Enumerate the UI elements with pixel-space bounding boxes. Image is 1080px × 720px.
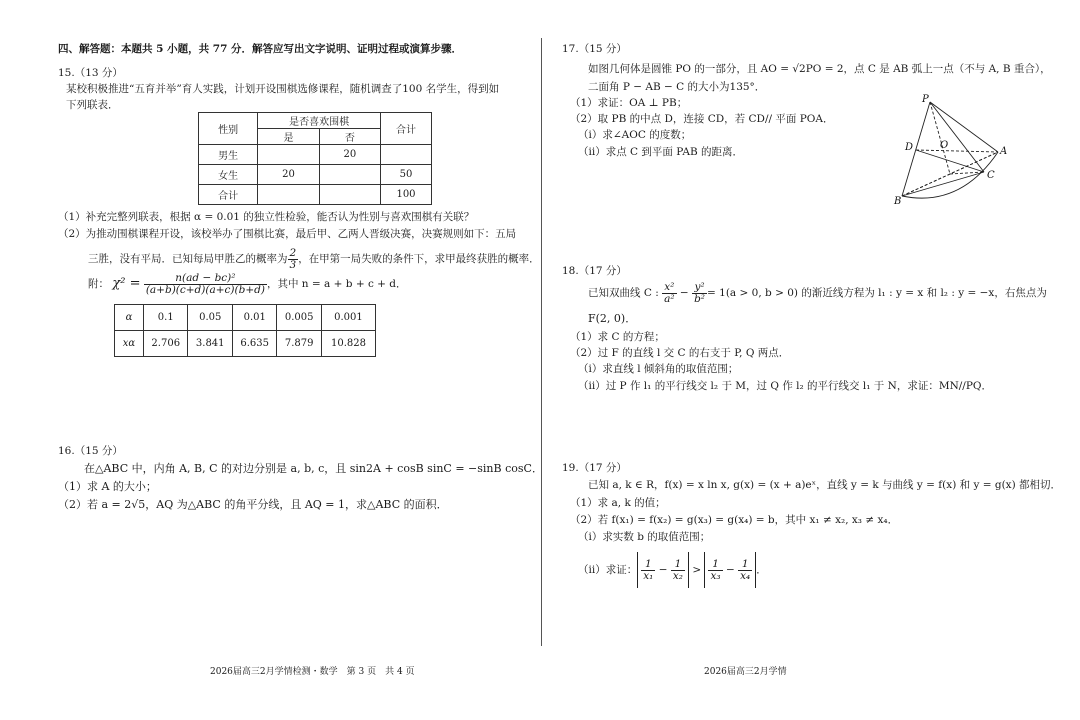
q15-part2-a: （2）为推动围棋课程开设，该校举办了围棋比赛，最后甲、乙两人晋级决赛，决赛规则如下：五局 <box>58 228 517 240</box>
y2-fraction <box>692 282 707 305</box>
crit-alpha-label: α <box>115 305 144 331</box>
edge-DA <box>916 150 998 152</box>
frac-1-x2 <box>671 559 685 582</box>
q17-stem-1: 如图几何体是圆锥 PO 的一部分，且 AO = √2PO = 2，点 C 是 AB 弧上一点（不与 A, B 重合）， <box>588 63 1051 75</box>
contingency-table <box>198 112 432 205</box>
cell-female-total: 50 <box>381 165 432 185</box>
edge-BO <box>902 152 998 196</box>
q19-part2-ii-label: （ii）求证： <box>578 564 638 576</box>
frac-1-x3 <box>708 559 722 582</box>
abs-left: $\frac{1}{\text{x₁}}$ − $\frac{1}{\text{x₂}}$ <box>637 552 689 588</box>
one-b: 1 <box>671 559 685 571</box>
crit-x-label: xα <box>115 331 144 357</box>
q15-part2-b2: ，在甲第一局失败的条件下，求甲最终获胜的概率． <box>298 253 540 265</box>
q19-stem: 已知 a, k ∈ R，f(x) = x ln x, g(x) = (x + a)eˣ，直线 y = k 与曲线 y = f(x) 和 y = g(x) 都相切． <box>588 479 1062 491</box>
q18-stem-c: F(2, 0)． <box>588 312 637 325</box>
row-male: 男生 <box>199 145 258 165</box>
crit-x-4: 10.828 <box>321 331 375 357</box>
q19-part2: （2）若 f(x₁) = f(x₂) = g(x₃) = g(x₄) = b，其中 x₁ ≠ x₂, x₃ ≠ x₄． <box>570 514 899 526</box>
th-gender: 性别 <box>199 113 258 145</box>
abs-right: $\frac{1}{\text{x₃}}$ − $\frac{1}{\text{x₄}}$ <box>704 552 756 588</box>
q18-part2-i: （i）求直线 l 倾斜角的取值范围； <box>578 363 739 375</box>
q16-title: 16.（15 分） <box>58 445 123 457</box>
q19-end-dot: ． <box>756 564 767 576</box>
crit-alpha-1: 0.05 <box>188 305 232 331</box>
a2-den: a² <box>664 292 675 305</box>
q17-part2: （2）取 PB 的中点 D，连接 CD，若 CD// 平面 POA． <box>570 113 834 125</box>
x2-den: x₂ <box>672 569 683 582</box>
crit-alpha-2: 0.01 <box>232 305 276 331</box>
row-sum: 合计 <box>199 185 258 205</box>
footer-fade <box>800 660 860 676</box>
q19-part2-ii <box>578 552 767 588</box>
label-D: D <box>905 142 914 153</box>
q18-title: 18.（17 分） <box>562 265 627 277</box>
cell-male-yes <box>258 145 319 165</box>
attach-label: 附： <box>88 278 109 290</box>
q15-part2-b1: 三胜，没有平局．已知每局甲胜乙的概率为 <box>88 253 288 265</box>
q15-part2-b <box>88 246 540 272</box>
q15-title: 15.（13 分） <box>58 67 123 79</box>
cell-sum-no <box>319 185 380 205</box>
q15-part1: （1）补充完整列联表，根据 α = 0.01 的独立性检验，能否认为性别与喜欢围棋有关联？ <box>58 211 475 223</box>
q19-title: 19.（17 分） <box>562 462 627 474</box>
footer-right: 2026届高三2月学情 <box>704 667 787 677</box>
q18-part2-ii: （ii）过 P 作 l₁ 的平行线交 l₂ 于 M，过 Q 作 l₂ 的平行线交 l₁ 于 N，求证：MN//PQ． <box>578 380 993 392</box>
q18-stem <box>588 278 1047 308</box>
cell-male-no: 20 <box>319 145 380 165</box>
cell-female-no <box>319 165 380 185</box>
crit-alpha-0: 0.1 <box>144 305 188 331</box>
section-heading: 四、解答题：本题共 5 小题，共 77 分．解答应写出文字说明、证明过程或演算步骤． <box>58 43 463 55</box>
cell-male-total <box>381 145 432 165</box>
cell-sum-total: 100 <box>381 185 432 205</box>
critical-value-table <box>114 304 376 357</box>
prob-fraction <box>288 248 299 271</box>
chi-tail: ，其中 n = a + b + c + d． <box>266 278 407 290</box>
gt-sign: > <box>692 564 702 576</box>
frac-1-x4 <box>738 559 752 582</box>
y2-num: y² <box>692 282 707 294</box>
crit-x-3: 7.879 <box>277 331 321 357</box>
label-B: B <box>894 196 902 207</box>
crit-x-1: 3.841 <box>188 331 232 357</box>
th-yes: 是 <box>258 129 319 145</box>
one-a: 1 <box>641 559 655 571</box>
q19-part2-i: （i）求实数 b 的取值范围； <box>578 531 711 543</box>
q17-part1: （1）求证：OA ⊥ PB； <box>570 97 688 109</box>
chi-fraction <box>144 273 267 296</box>
q15-intro-2: 下列联表． <box>66 99 119 111</box>
prob-num: 2 <box>289 246 297 259</box>
chi-formula <box>88 270 407 298</box>
th-like: 是否喜欢围棋 <box>258 113 381 129</box>
edge-PO <box>930 102 950 174</box>
base-arc <box>902 152 998 198</box>
crit-alpha-4: 0.001 <box>321 305 375 331</box>
q17-title: 17.（15 分） <box>562 43 627 55</box>
q18-part1: （1）求 C 的方程； <box>570 331 665 343</box>
cell-female-yes: 20 <box>258 165 319 185</box>
label-P: P <box>922 94 929 105</box>
q15-intro-1: 某校积极推进“五育并举”育人实践，计划开设围棋选修课程，随机调查了100 名学生，得到如 <box>66 83 500 95</box>
crit-alpha-3: 0.005 <box>277 305 321 331</box>
q18-stem-a: 已知双曲线 C : <box>588 287 659 299</box>
q16-stem: 在△ABC 中，内角 A, B, C 的对边分别是 a, b, c，且 sin2A + cosB sinC = −sinB cosC． <box>84 462 543 475</box>
q16-part1: （1）求 A 的大小； <box>58 480 157 493</box>
edge-PC <box>930 102 984 172</box>
x2-num: x² <box>662 282 676 294</box>
one-d: 1 <box>738 559 752 571</box>
crit-x-0: 2.706 <box>144 331 188 357</box>
cell-sum-yes <box>258 185 319 205</box>
prob-den: 3 <box>289 258 297 271</box>
th-total: 合计 <box>381 113 432 145</box>
x3-den: x₃ <box>710 569 721 582</box>
footer-left: 2026届高三2月学情检测・数学 第 3 页 共 4 页 <box>210 667 415 677</box>
frac-1-x1 <box>641 559 655 582</box>
chi-symbol: χ² = <box>112 276 141 291</box>
crit-x-2: 6.635 <box>232 331 276 357</box>
chi-num: n(ad − bc)² <box>144 273 267 285</box>
th-no: 否 <box>319 129 380 145</box>
cone-figure <box>890 92 1020 207</box>
q17-part2-i: （i）求∠AOC 的度数； <box>578 129 692 141</box>
q17-part2-ii: （ii）求点 C 到平面 PAB 的距离． <box>578 146 744 158</box>
chi-den: (a+b)(c+d)(a+c)(b+d) <box>145 283 265 296</box>
q19-part1: （1）求 a, k 的值； <box>570 497 666 509</box>
q18-stem-b: = 1(a > 0, b > 0) 的渐近线方程为 l₁ : y = x 和 l₂ : y = −x，右焦点为 <box>707 287 1047 299</box>
x4-den: x₄ <box>740 569 751 582</box>
label-A: A <box>1000 146 1008 157</box>
one-c: 1 <box>708 559 722 571</box>
edge-BC <box>902 172 984 196</box>
label-C: C <box>987 170 995 181</box>
x2-fraction <box>662 282 676 305</box>
column-divider <box>541 38 542 646</box>
x1-den: x₁ <box>643 569 654 582</box>
q17-stem-2: 二面角 P − AB − C 的大小为135°． <box>588 81 766 93</box>
q16-part2: （2）若 a = 2√5，AQ 为△ABC 的角平分线，且 AQ = 1，求△ABC 的面积． <box>58 498 448 511</box>
edge-DC <box>916 150 984 172</box>
q18-part2: （2）过 F 的直线 l 交 C 的右支于 P, Q 两点． <box>570 347 790 359</box>
b2-den: b² <box>694 292 706 305</box>
q18-minus: − <box>679 287 689 299</box>
label-O: O <box>940 140 949 151</box>
row-female: 女生 <box>199 165 258 185</box>
